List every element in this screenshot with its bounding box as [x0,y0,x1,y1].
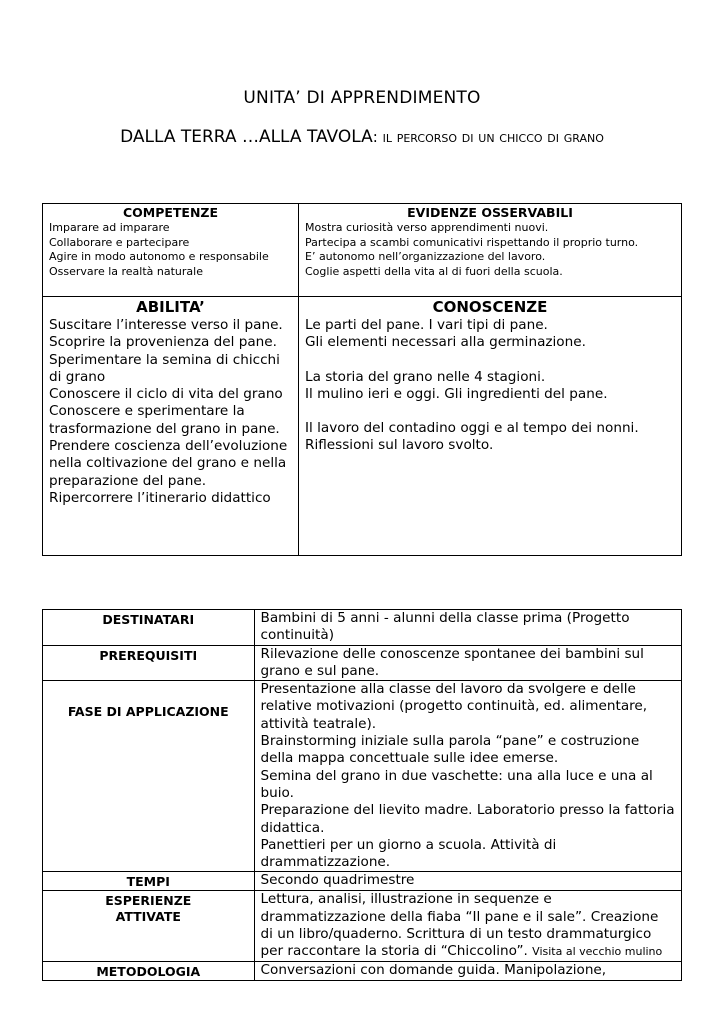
list-item: E’ autonomo nell’organizzazione del lavoro. [305,250,546,264]
document-title: UNITA’ DI APPRENDIMENTO [243,88,481,108]
subtitle-main: DALLA TERRA …ALLA TAVOLA [120,127,373,147]
abilita-header: ABILITA’ [136,298,205,316]
list-item: Prendere coscienza dell’evoluzione nella coltivazione del grano e nella preparazione del pane. [49,438,288,489]
planning-table [42,609,682,981]
list-item: Imparare ad imparare [49,221,170,234]
conoscenze-header: CONOSCENZE [432,298,548,316]
list-item: Partecipa a scambi comunicativi rispettando il proprio turno. [305,235,639,249]
table-row [43,681,682,872]
list-item: Mostra curiosità verso apprendimenti nuovi. [305,221,549,234]
skills-row [43,297,682,556]
conoscenze-list [305,317,675,455]
tempi-label: TEMPI [43,872,255,891]
list-item: Presentazione alla classe del lavoro da svolgere e delle relative motivazioni (progetto continuità, ed. alimentare, attività teatrale). [260,681,648,732]
fase-label [43,681,255,872]
list-item: Scoprire la provenienza del pane. [49,334,277,351]
fase-label-text: FASE DI APPLICAZIONE [67,704,229,720]
list-item: La storia del grano nelle 4 stagioni. [305,368,546,385]
list-item: Il lavoro del contadino oggi e al tempo dei nonni. [305,420,639,437]
evidenze-header: EVIDENZE OSSERVABILI [407,205,573,220]
metodologia-value: Conversazioni con domande guida. Manipolazione, [254,961,681,980]
competenze-header: COMPETENZE [122,205,219,220]
list-item: Osservare la realtà naturale [49,264,203,278]
list-item: Collaborare e partecipare [49,235,190,249]
blank-line [305,352,675,369]
evidenze-cell [299,204,682,297]
table-row [43,961,682,980]
list-item: Sperimentare la semina di chicchi di grano [49,351,280,385]
competenze-list [49,221,292,279]
list-item: Preparazione del lievito madre. Laboratorio presso la fattoria didattica. [260,802,675,836]
list-item: Panettieri per un giorno a scuola. Attività di drammatizzazione. [260,836,557,871]
conoscenze-cell [299,297,682,556]
prerequisiti-label: PREREQUISITI [43,645,255,681]
fase-value [254,681,681,872]
esperienze-value [254,891,681,961]
list-item: Agire in modo autonomo e responsabile [49,250,269,264]
list-item: Gli elementi necessari alla germinazione. [305,334,586,351]
list-item: Riflessioni sul lavoro svolto. [305,437,494,454]
table-row [43,872,682,891]
evidenze-list [305,221,675,279]
prerequisiti-value: Rilevazione delle conoscenze spontanee dei bambini sul grano e sul pane. [254,645,681,681]
blank-line [305,403,675,420]
list-item: Le parti del pane. I vari tipi di pane. [305,317,548,333]
competences-table [42,203,682,556]
document-subtitle [60,124,664,150]
tempi-value: Secondo quadrimestre [254,872,681,891]
list-item: Ripercorrere l’itinerario didattico [49,489,271,506]
esperienze-label: ESPERIENZE ATTIVATE [43,891,255,961]
list-item: Il mulino ieri e oggi. Gli ingredienti del pane. [305,385,608,402]
list-item: Conoscere il ciclo di vita del grano [49,386,283,403]
list-item: Coglie aspetti della vita al di fuori della scuola. [305,264,563,278]
destinatari-value: Bambini di 5 anni - alunni della classe prima (Progetto continuità) [254,610,681,646]
subtitle-rest: : il percorso di un chicco di grano [372,128,604,146]
esperienze-note: Visita al vecchio mulino [532,945,663,959]
competences-row [43,204,682,297]
abilita-list [49,317,292,507]
table-row [43,891,682,961]
list-item: Suscitare l’interesse verso il pane. [49,317,283,333]
abilita-cell [43,297,299,556]
list-item: Semina del grano in due vaschette: una alla luce e una al buio. [260,767,653,801]
list-item: Brainstorming iniziale sulla parola “pane” e costruzione della mappa concettuale sulle idee emerse. [260,733,640,767]
esperienze-text: Lettura, analisi, illustrazione in sequenze e drammatizzazione della fiaba “Il pane e il sale”. Creazione di un libro/quaderno. Scrittura di un testo drammaturgico per raccontare la storia di “Chiccolino”. [260,891,659,960]
competenze-cell [43,204,299,297]
list-item: Conoscere e sperimentare la trasformazione del grano in pane. [49,403,280,437]
metodologia-label: METODOLOGIA [43,961,255,980]
table-row [43,645,682,681]
table-row [43,610,682,646]
destinatari-label: DESTINATARI [43,610,255,646]
